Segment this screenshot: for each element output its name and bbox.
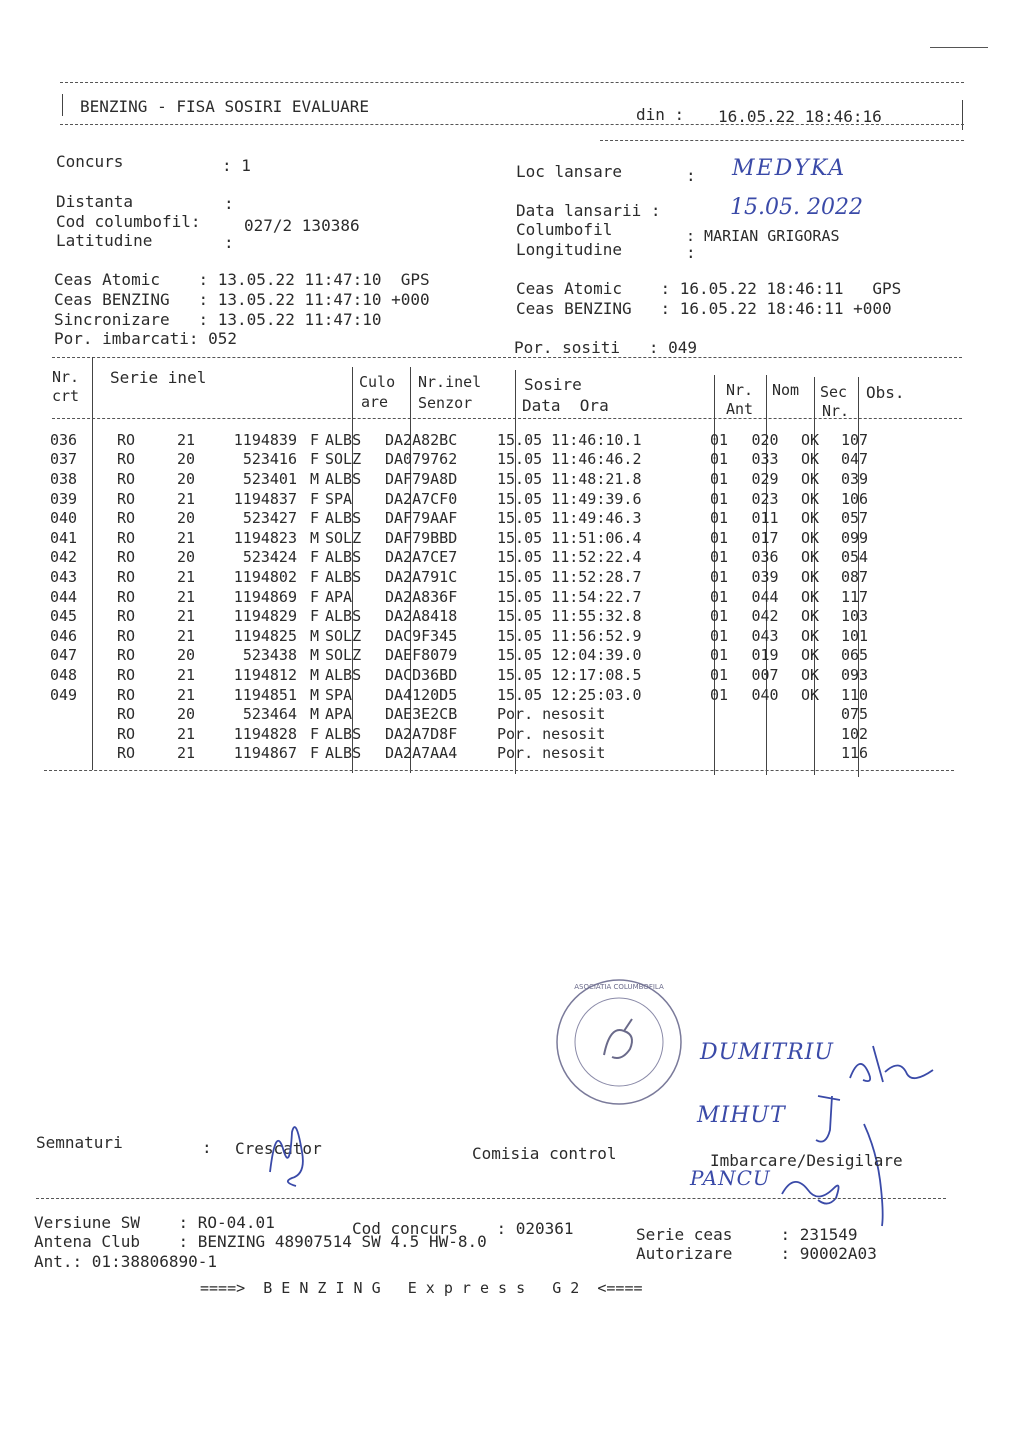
header-top-rule bbox=[60, 82, 964, 83]
cell-obs: 087 bbox=[841, 567, 869, 586]
cell-nm: 523464 bbox=[242, 705, 297, 724]
data-lansarii-value: 15.05. 2022 bbox=[730, 195, 863, 220]
col-obs: Obs. bbox=[866, 383, 905, 402]
porumbei-imbarcati: Por. imbarcati: 052 bbox=[54, 329, 238, 348]
handwritten-dumitriu: DUMITRIU bbox=[700, 1040, 834, 1065]
cell-nri: DA2A82BC bbox=[385, 430, 458, 449]
cell-yr: 21 bbox=[177, 528, 196, 547]
cell-nr: 041 bbox=[50, 528, 78, 547]
cell-ant: 01 bbox=[709, 567, 729, 586]
cell-ro: RO bbox=[117, 724, 136, 743]
header-right-border bbox=[962, 100, 963, 130]
cell-ant: 01 bbox=[709, 646, 729, 665]
club-stamp bbox=[552, 975, 687, 1110]
data-lansarii-label: Data lansarii : bbox=[516, 201, 661, 220]
cell-nm: 523401 bbox=[242, 469, 297, 488]
cell-ro: RO bbox=[117, 626, 136, 645]
cell-ant: 01 bbox=[709, 450, 729, 469]
cell-nri: DA2A7AA4 bbox=[385, 744, 458, 763]
cell-ro: RO bbox=[117, 587, 136, 606]
cell-cul: SOLZ bbox=[325, 646, 362, 665]
cell-sx: F bbox=[309, 509, 319, 528]
cell-sx: F bbox=[309, 567, 319, 586]
longitudine-label: Longitudine bbox=[516, 240, 622, 259]
table-bottom-rule bbox=[44, 770, 954, 771]
cell-nom: 017 bbox=[751, 528, 779, 547]
cell-sec: OK bbox=[800, 665, 820, 684]
cell-nm: 1194837 bbox=[233, 489, 297, 508]
cell-sos: 15.05 12:17:08.5 bbox=[497, 665, 642, 684]
cell-sos: Por. nesosit bbox=[497, 744, 606, 763]
loc-lansare-sep: : bbox=[686, 166, 696, 185]
table-row bbox=[50, 469, 901, 489]
cell-sos: Por. nesosit bbox=[497, 705, 606, 724]
handwritten-pancu: PANCU bbox=[690, 1166, 771, 1190]
cell-nr: 043 bbox=[50, 567, 78, 586]
columbofil-value: : MARIAN GRIGORAS bbox=[686, 227, 840, 245]
cod-concurs: Cod concurs : 020361 bbox=[352, 1219, 574, 1238]
cell-cul: ALBS bbox=[325, 665, 362, 684]
cell-nri: DACD36BD bbox=[385, 665, 458, 684]
col-serie-inel: Serie inel bbox=[110, 368, 207, 387]
longitudine-value: : bbox=[686, 243, 696, 262]
stamp-text: ASOCIATIA COLUMBOFILA bbox=[574, 983, 664, 991]
cell-nm: 1194829 bbox=[233, 607, 297, 626]
cell-cul: SOLZ bbox=[325, 528, 362, 547]
cell-sx: F bbox=[309, 607, 319, 626]
table-row bbox=[50, 450, 901, 470]
cell-ant: 01 bbox=[709, 430, 729, 449]
cell-yr: 20 bbox=[177, 646, 196, 665]
cell-yr: 21 bbox=[177, 489, 196, 508]
table-row bbox=[50, 508, 901, 528]
cell-yr: 21 bbox=[177, 587, 196, 606]
cell-ant: 01 bbox=[709, 665, 729, 684]
report-title: BENZING - FISA SOSIRI EVALUARE bbox=[80, 97, 369, 116]
table-row bbox=[50, 528, 901, 548]
cell-nr: 048 bbox=[50, 665, 78, 684]
cell-sos: 15.05 11:46:46.2 bbox=[497, 450, 642, 469]
report-datetime: 16.05.22 18:46:16 bbox=[718, 107, 882, 126]
cell-ro: RO bbox=[117, 430, 136, 449]
cell-ro: RO bbox=[117, 509, 136, 528]
header-left-border bbox=[62, 94, 63, 116]
col-sosire: Sosire bbox=[524, 375, 582, 394]
cell-nom: 023 bbox=[751, 489, 779, 508]
cell-ant: 01 bbox=[709, 528, 729, 547]
table-row bbox=[50, 724, 901, 744]
cell-nom: 036 bbox=[751, 548, 779, 567]
col-data-ora: Data Ora bbox=[522, 396, 609, 415]
cell-sos: 15.05 11:55:32.8 bbox=[497, 607, 642, 626]
cell-obs: 075 bbox=[841, 705, 869, 724]
distanta-label: Distanta bbox=[56, 192, 134, 211]
cell-sx: F bbox=[309, 489, 319, 508]
cell-nr bbox=[50, 704, 95, 724]
cell-sos: Por. nesosit bbox=[497, 724, 606, 743]
cell-nr: 042 bbox=[50, 548, 78, 567]
col-crt: crt bbox=[52, 387, 80, 405]
cell-sos: 15.05 11:52:22.4 bbox=[497, 548, 642, 567]
cell-nri: DA079762 bbox=[385, 450, 458, 469]
cell-sx: F bbox=[309, 450, 319, 469]
cell-nm: 523438 bbox=[242, 646, 297, 665]
comisia-control-label: Comisia control bbox=[472, 1144, 617, 1163]
cell-nom: 011 bbox=[751, 509, 779, 528]
pigeon-icon bbox=[604, 1019, 632, 1058]
cell-nom bbox=[741, 744, 789, 764]
col-nr-ant-1: Nr. bbox=[726, 381, 754, 399]
cell-sos: 15.05 11:51:06.4 bbox=[497, 528, 642, 547]
cell-sos: 15.05 11:49:46.3 bbox=[497, 509, 642, 528]
concurs-value: : 1 bbox=[222, 156, 251, 175]
table-row bbox=[50, 626, 901, 646]
cell-sec: OK bbox=[800, 607, 820, 626]
cell-obs: 110 bbox=[841, 685, 869, 704]
cell-sos: 15.05 11:54:22.7 bbox=[497, 587, 642, 606]
cell-nom: 042 bbox=[751, 607, 779, 626]
versiune-sw: Versiune SW : RO-04.01 bbox=[34, 1213, 275, 1232]
cell-sec: OK bbox=[800, 548, 820, 567]
cell-sx: M bbox=[309, 705, 319, 724]
semnaturi-sep: : bbox=[202, 1138, 212, 1157]
cell-sos: 15.05 11:46:10.1 bbox=[497, 430, 642, 449]
cell-sec: OK bbox=[800, 509, 820, 528]
distanta-value: : bbox=[224, 194, 234, 213]
cell-nr: 044 bbox=[50, 587, 78, 606]
cell-ant: 01 bbox=[709, 489, 729, 508]
cell-sx: M bbox=[309, 469, 319, 488]
cell-ro: RO bbox=[117, 646, 136, 665]
columbofil-label: Columbofil bbox=[516, 220, 613, 239]
cell-sx: M bbox=[309, 626, 319, 645]
table-row bbox=[50, 567, 901, 587]
cell-sec bbox=[789, 744, 831, 764]
ceas-benzing-end: Ceas BENZING : 16.05.22 18:46:11 +000 bbox=[516, 299, 892, 318]
cell-sos: 15.05 11:49:39.6 bbox=[497, 489, 642, 508]
cell-nm: 1194869 bbox=[233, 587, 297, 606]
signature-crescator bbox=[262, 1112, 322, 1192]
cell-yr: 20 bbox=[177, 548, 196, 567]
cell-sec: OK bbox=[800, 587, 820, 606]
table-row bbox=[50, 548, 901, 568]
cell-nri: DAF79A8D bbox=[385, 469, 458, 488]
col-sec-1: Sec bbox=[820, 383, 848, 401]
cell-nom: 007 bbox=[751, 665, 779, 684]
cell-cul: SOLZ bbox=[325, 450, 362, 469]
cell-cul: ALBS bbox=[325, 607, 362, 626]
cell-nri: DA2A7CE7 bbox=[385, 548, 458, 567]
table-row bbox=[50, 430, 901, 450]
cell-ro: RO bbox=[117, 665, 136, 684]
cell-nri: DAE3E2CB bbox=[385, 705, 458, 724]
cell-cul: APA bbox=[325, 587, 353, 606]
scan-artifact-line bbox=[930, 47, 988, 48]
cell-ro: RO bbox=[117, 548, 136, 567]
signature-mihut bbox=[810, 1090, 850, 1150]
table-row bbox=[50, 587, 901, 607]
cell-cul: ALBS bbox=[325, 567, 362, 586]
latitudine-value: : bbox=[224, 233, 234, 252]
signature-dumitriu bbox=[845, 1040, 940, 1090]
cell-nri: DAEF8079 bbox=[385, 646, 458, 665]
table-row bbox=[50, 646, 901, 666]
cell-nr bbox=[50, 724, 95, 744]
header-mid-rule bbox=[60, 124, 964, 125]
cell-sec: OK bbox=[800, 685, 820, 704]
cell-nri: DA2A836F bbox=[385, 587, 458, 606]
cell-sec: OK bbox=[800, 450, 820, 469]
benzing-express-banner: ====> B E N Z I N G E x p r e s s G 2 <==== bbox=[200, 1279, 643, 1297]
cell-sx: M bbox=[309, 528, 319, 547]
cell-sx: F bbox=[309, 587, 319, 606]
cell-obs: 107 bbox=[841, 430, 869, 449]
cell-ant: 01 bbox=[709, 607, 729, 626]
cell-yr: 21 bbox=[177, 665, 196, 684]
cell-sec: OK bbox=[800, 646, 820, 665]
cell-cul: ALBS bbox=[325, 509, 362, 528]
col-nr: Nr. bbox=[52, 368, 80, 386]
ceas-benzing-start: Ceas BENZING : 13.05.22 11:47:10 +000 bbox=[54, 290, 430, 309]
cell-nom: 040 bbox=[751, 685, 779, 704]
cell-ant bbox=[697, 724, 741, 744]
cell-nr bbox=[50, 744, 95, 764]
cell-cul: ALBS bbox=[325, 724, 362, 743]
cell-nm: 1194867 bbox=[233, 744, 297, 763]
cell-yr: 21 bbox=[177, 744, 196, 763]
cell-ro: RO bbox=[117, 469, 136, 488]
ceas-atomic-end: Ceas Atomic : 16.05.22 18:46:11 GPS bbox=[516, 279, 902, 298]
table-row bbox=[50, 744, 901, 764]
cell-nm: 1194825 bbox=[233, 626, 297, 645]
date-label: din : bbox=[636, 105, 685, 124]
cell-nm: 1194802 bbox=[233, 567, 297, 586]
cell-ro: RO bbox=[117, 607, 136, 626]
cell-yr: 21 bbox=[177, 430, 196, 449]
cell-cul: SOLZ bbox=[325, 626, 362, 645]
table-row bbox=[50, 489, 901, 509]
table-row bbox=[50, 704, 901, 724]
cell-sx: M bbox=[309, 646, 319, 665]
cell-nom: 039 bbox=[751, 567, 779, 586]
cell-obs: 102 bbox=[841, 724, 869, 743]
footer-top-rule bbox=[36, 1198, 946, 1199]
cell-obs: 106 bbox=[841, 489, 869, 508]
serie-ceas: Serie ceas : 231549 bbox=[636, 1225, 858, 1244]
cell-nm: 1194823 bbox=[233, 528, 297, 547]
loc-lansare-label: Loc lansare bbox=[516, 162, 622, 181]
table-header-rule bbox=[52, 418, 962, 419]
col-sec-2: Nr. bbox=[822, 402, 850, 420]
cell-ant: 01 bbox=[709, 587, 729, 606]
cell-yr: 20 bbox=[177, 450, 196, 469]
col-senzor: Senzor bbox=[418, 394, 473, 412]
stamp-outer-ring bbox=[557, 980, 681, 1104]
cell-cul: ALBS bbox=[325, 548, 362, 567]
cell-nr: 038 bbox=[50, 469, 78, 488]
cell-cul: ALBS bbox=[325, 744, 362, 763]
cell-sos: 15.05 11:52:28.7 bbox=[497, 567, 642, 586]
cell-nri: DA2A7CF0 bbox=[385, 489, 458, 508]
cell-sx: M bbox=[309, 665, 319, 684]
cell-ant: 01 bbox=[709, 469, 729, 488]
cell-nm: 1194839 bbox=[233, 430, 297, 449]
cell-nr: 046 bbox=[50, 626, 78, 645]
cell-cul: ALBS bbox=[325, 430, 362, 449]
cell-nri: DAF79AAF bbox=[385, 509, 458, 528]
cell-nom: 033 bbox=[751, 450, 779, 469]
cell-obs: 099 bbox=[841, 528, 869, 547]
col-culoare-1: Culo bbox=[359, 373, 396, 391]
cell-nr: 047 bbox=[50, 646, 78, 665]
cell-ant: 01 bbox=[709, 548, 729, 567]
cell-nom bbox=[741, 704, 789, 724]
cell-sos: 15.05 11:48:21.8 bbox=[497, 469, 642, 488]
cell-nom: 020 bbox=[751, 430, 779, 449]
cell-ro: RO bbox=[117, 450, 136, 469]
cell-sec bbox=[789, 704, 831, 724]
cell-sx: F bbox=[309, 724, 319, 743]
antena-club: Antena Club : BENZING 48907514 SW 4.5 HW-8.0 bbox=[34, 1232, 487, 1251]
col-nom: Nom bbox=[772, 381, 800, 399]
cell-sec bbox=[789, 724, 831, 744]
cell-sx: F bbox=[309, 744, 319, 763]
signature-long-stroke bbox=[858, 1120, 898, 1230]
cell-yr: 20 bbox=[177, 509, 196, 528]
crescator-label: Crescator bbox=[235, 1139, 322, 1158]
cell-obs: 039 bbox=[841, 469, 869, 488]
handwritten-mihut: MIHUT bbox=[697, 1103, 786, 1128]
cell-nr: 036 bbox=[50, 430, 78, 449]
cell-nri: DA2A7D8F bbox=[385, 724, 458, 743]
cell-ant bbox=[697, 704, 741, 724]
cell-sx: F bbox=[309, 430, 319, 449]
cell-nm: 1194812 bbox=[233, 665, 297, 684]
arrivals-table bbox=[50, 430, 901, 763]
cell-ro: RO bbox=[117, 705, 136, 724]
sincronizare: Sincronizare : 13.05.22 11:47:10 bbox=[54, 310, 382, 329]
cell-cul: APA bbox=[325, 705, 353, 724]
cell-ro: RO bbox=[117, 685, 136, 704]
cell-sos: 15.05 12:04:39.0 bbox=[497, 646, 642, 665]
cell-sx: F bbox=[309, 548, 319, 567]
cell-obs: 101 bbox=[841, 626, 869, 645]
cell-nom bbox=[741, 724, 789, 744]
cell-yr: 21 bbox=[177, 685, 196, 704]
cell-ant: 01 bbox=[709, 685, 729, 704]
table-row bbox=[50, 685, 901, 705]
cell-ant: 01 bbox=[709, 509, 729, 528]
cell-obs: 047 bbox=[841, 450, 869, 469]
cell-sx: M bbox=[309, 685, 319, 704]
porumbei-sositi: Por. sositi : 049 bbox=[514, 338, 698, 357]
cell-nr: 039 bbox=[50, 489, 78, 508]
col-nr-inel: Nr.inel bbox=[418, 373, 482, 391]
table-row bbox=[50, 606, 901, 626]
cell-sos: 15.05 11:56:52.9 bbox=[497, 626, 642, 645]
cell-nri: DAC9F345 bbox=[385, 626, 458, 645]
cell-yr: 21 bbox=[177, 626, 196, 645]
cell-obs: 057 bbox=[841, 509, 869, 528]
cell-nri: DA2A8418 bbox=[385, 607, 458, 626]
col-culoare-2: are bbox=[361, 393, 389, 411]
imbarcare-label: Imbarcare/Desigilare bbox=[710, 1151, 903, 1170]
loc-lansare-value: MEDYKA bbox=[732, 156, 847, 181]
antena-id: Ant.: 01:38806890-1 bbox=[34, 1252, 218, 1271]
cod-columbofil-label: Cod columbofil: bbox=[56, 212, 201, 231]
cell-cul: SPA bbox=[325, 685, 353, 704]
cell-obs: 054 bbox=[841, 548, 869, 567]
col-nr-ant-2: Ant bbox=[726, 400, 754, 418]
cell-cul: ALBS bbox=[325, 469, 362, 488]
signature-pancu bbox=[778, 1170, 848, 1210]
cell-sec: OK bbox=[800, 430, 820, 449]
cell-yr: 20 bbox=[177, 705, 196, 724]
concurs-label: Concurs bbox=[56, 152, 124, 171]
cell-nom: 019 bbox=[751, 646, 779, 665]
cell-nri: DA4120D5 bbox=[385, 685, 458, 704]
cell-nm: 1194851 bbox=[233, 685, 297, 704]
cell-sec: OK bbox=[800, 469, 820, 488]
cell-ro: RO bbox=[117, 567, 136, 586]
cell-ant: 01 bbox=[709, 626, 729, 645]
cell-obs: 093 bbox=[841, 665, 869, 684]
cell-yr: 21 bbox=[177, 724, 196, 743]
cell-sec: OK bbox=[800, 626, 820, 645]
cell-obs: 103 bbox=[841, 607, 869, 626]
cell-nm: 1194828 bbox=[233, 724, 297, 743]
cell-nom: 044 bbox=[751, 587, 779, 606]
cell-ro: RO bbox=[117, 744, 136, 763]
cell-yr: 21 bbox=[177, 567, 196, 586]
cell-nr: 049 bbox=[50, 685, 78, 704]
cell-nri: DAF79BBD bbox=[385, 528, 458, 547]
cell-ro: RO bbox=[117, 528, 136, 547]
cell-obs: 116 bbox=[841, 744, 869, 763]
table-top-rule bbox=[52, 357, 962, 358]
cell-ant bbox=[697, 744, 741, 764]
cell-nr: 040 bbox=[50, 509, 78, 528]
autorizare: Autorizare : 90002A03 bbox=[636, 1244, 877, 1263]
semnaturi-label: Semnaturi bbox=[36, 1133, 123, 1152]
cell-nr: 045 bbox=[50, 607, 78, 626]
cell-nm: 523427 bbox=[242, 509, 297, 528]
cell-yr: 21 bbox=[177, 607, 196, 626]
cell-nom: 043 bbox=[751, 626, 779, 645]
cell-nm: 523424 bbox=[242, 548, 297, 567]
cell-nom: 029 bbox=[751, 469, 779, 488]
cell-sec: OK bbox=[800, 528, 820, 547]
cell-ro: RO bbox=[117, 489, 136, 508]
cell-cul: SPA bbox=[325, 489, 353, 508]
cell-obs: 065 bbox=[841, 646, 869, 665]
cell-sec: OK bbox=[800, 567, 820, 586]
stamp-inner-ring bbox=[575, 998, 663, 1086]
table-row bbox=[50, 665, 901, 685]
cod-columbofil-value: 027/2 130386 bbox=[244, 216, 360, 235]
latitudine-label: Latitudine bbox=[56, 231, 153, 250]
cell-nr: 037 bbox=[50, 450, 78, 469]
cell-nm: 523416 bbox=[242, 450, 297, 469]
header-bottom-rule bbox=[600, 140, 964, 141]
ceas-atomic-start: Ceas Atomic : 13.05.22 11:47:10 GPS bbox=[54, 270, 430, 289]
cell-sos: 15.05 12:25:03.0 bbox=[497, 685, 642, 704]
cell-yr: 20 bbox=[177, 469, 196, 488]
cell-nri: DA2A791C bbox=[385, 567, 458, 586]
cell-sec: OK bbox=[800, 489, 820, 508]
cell-obs: 117 bbox=[841, 587, 869, 606]
